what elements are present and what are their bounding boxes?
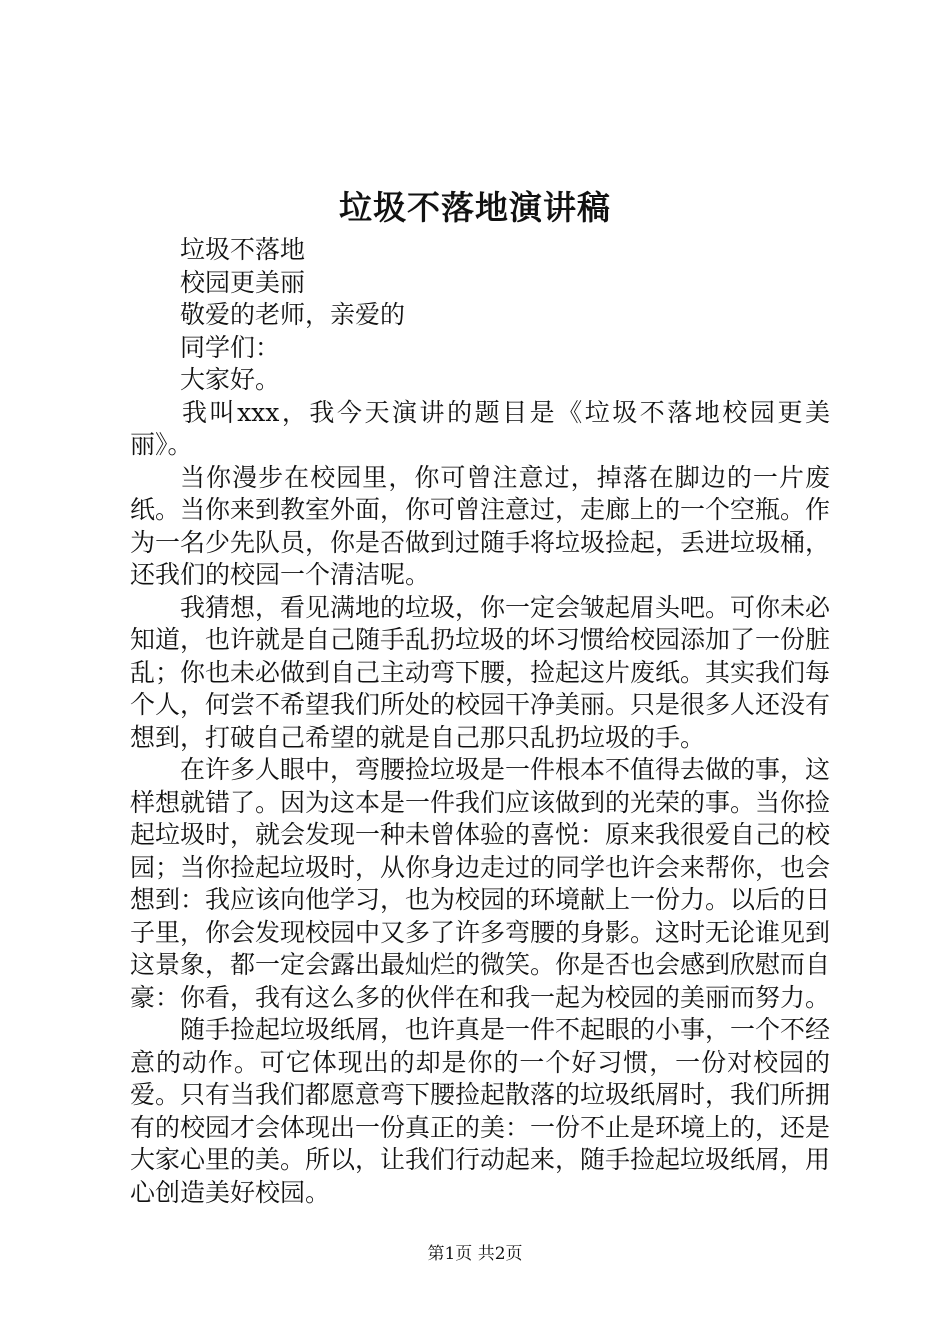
page-footer: 第1页 共2页: [427, 1244, 523, 1264]
paragraph-4: 在许多人眼中，弯腰捡垃圾是一件根本不值得去做的事，这样想就错了。因为这本是一件我们应该做到的光荣的事。当你捡起垃圾时，就会发现一种未曾体验的喜悦：原来我很爱自己的校园；当你捡起垃圾时，从你身边走过的同学也许会来帮你，也会想到：我应该向他学习，也为校园的环境献上一份力。以后的日子里，你会发现校园中又多了许多弯腰的身影。这时无论谁见到这景象，都一定会露出最灿烂的微笑。你是否也会感到欣慰而自豪：你看，我有这么多的伙伴在和我一起为校园的美丽而努力。: [130, 755, 831, 1012]
heading-line-1: 垃圾不落地: [180, 235, 306, 264]
paragraph-3: 我猜想，看见满地的垃圾，你一定会皱起眉头吧。可你未必知道，也许就是自己随手乱扔垃圾的坏习惯给校园添加了一份脏乱；你也未必做到自己主动弯下腰，捡起这片废纸。其实我们每个人，何尝不希望我们所处的校园干净美丽。只是很多人还没有想到，打破自己希望的就是自己那只乱扔垃圾的手。: [130, 592, 831, 752]
paragraph-2: 当你漫步在校园里，你可曾注意过，掉落在脚边的一片废纸。当你来到教室外面，你可曾注意过，走廊上的一个空瓶。作为一名少先队员，你是否做到过随手将垃圾捡起，丢进垃圾桶，还我们的校园一个清洁呢。: [130, 462, 831, 589]
greeting-line: 大家好。: [180, 365, 281, 394]
document-title: 垃圾不落地演讲稿: [339, 188, 611, 227]
salutation-line-2: 同学们：: [180, 332, 281, 362]
paragraph-1: 我叫xxx，我今天演讲的题目是《垃圾不落地校园更美丽》。: [130, 397, 830, 459]
paragraph-5: 随手捡起垃圾纸屑，也许真是一件不起眼的小事，一个不经意的动作。可它体现出的却是你的一个好习惯，一份对校园的爱。只有当我们都愿意弯下腰捡起散落的垃圾纸屑时，我们所拥有的校园才会体现出一份真正的美：一份不止是环境上的，还是大家心里的美。所以，让我们行动起来，随手捡起垃圾纸屑，用心创造美好校园。: [130, 1015, 831, 1207]
salutation-line-1: 敬爱的老师，亲爱的: [180, 300, 406, 329]
document-body: [130, 234, 830, 1209]
heading-line-2: 校园更美丽: [180, 267, 306, 297]
